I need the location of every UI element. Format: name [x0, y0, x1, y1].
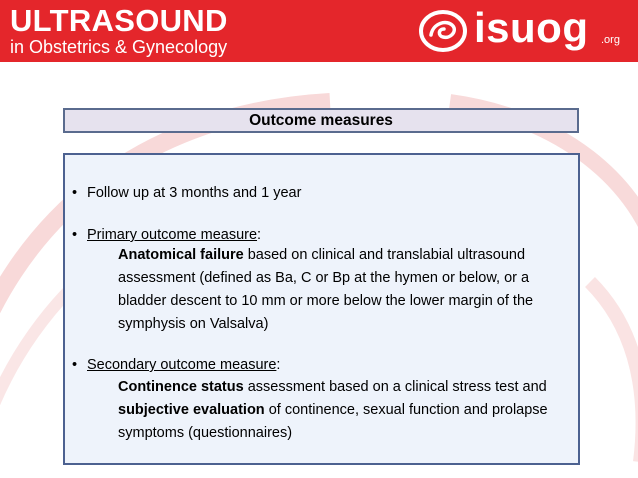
content-box — [63, 153, 580, 465]
primary-outcome-label: Primary outcome measure — [87, 227, 258, 243]
bullet-follow-up — [72, 183, 301, 203]
secondary-text-2: of continence, sexual function and prolapse symptoms (questionnaires) — [118, 402, 548, 441]
journal-subtitle: in Obstetrics & Gynecology — [10, 37, 228, 57]
slide-title: Outcome measures — [63, 108, 579, 133]
secondary-outcome-description — [118, 376, 563, 445]
journal-header — [0, 0, 638, 62]
isuog-logo-icon — [417, 8, 469, 54]
secondary-text-1: assessment based on a clinical stress test and — [243, 379, 547, 395]
primary-outcome-text: based on clinical and translabial ultrasound assessment (defined as Ba, C or Bp at the hymen or below, or a bladder descent to 10 mm or more below the lower margin of the symphysis on Valsalva) — [118, 247, 534, 332]
journal-title: ULTRASOUND — [10, 3, 228, 38]
continence-status-term: Continence status — [118, 379, 244, 395]
follow-up-text: Follow up at 3 months and 1 year — [87, 185, 302, 201]
secondary-outcome-label: Secondary outcome measure — [87, 357, 277, 373]
bullet-dot: • — [72, 357, 78, 373]
secondary-colon: : — [276, 357, 281, 373]
bullet-secondary — [72, 355, 280, 375]
anatomical-failure-term: Anatomical failure — [118, 247, 244, 263]
isuog-logo-suffix: .org — [601, 34, 620, 46]
bullet-dot: • — [72, 185, 78, 201]
subjective-evaluation-term: subjective evaluation — [118, 402, 265, 418]
bullet-primary — [72, 225, 261, 245]
bullet-dot: • — [72, 227, 78, 243]
primary-colon: : — [257, 227, 262, 243]
primary-outcome-description — [118, 244, 563, 336]
isuog-logo-text: isuog — [474, 4, 589, 51]
